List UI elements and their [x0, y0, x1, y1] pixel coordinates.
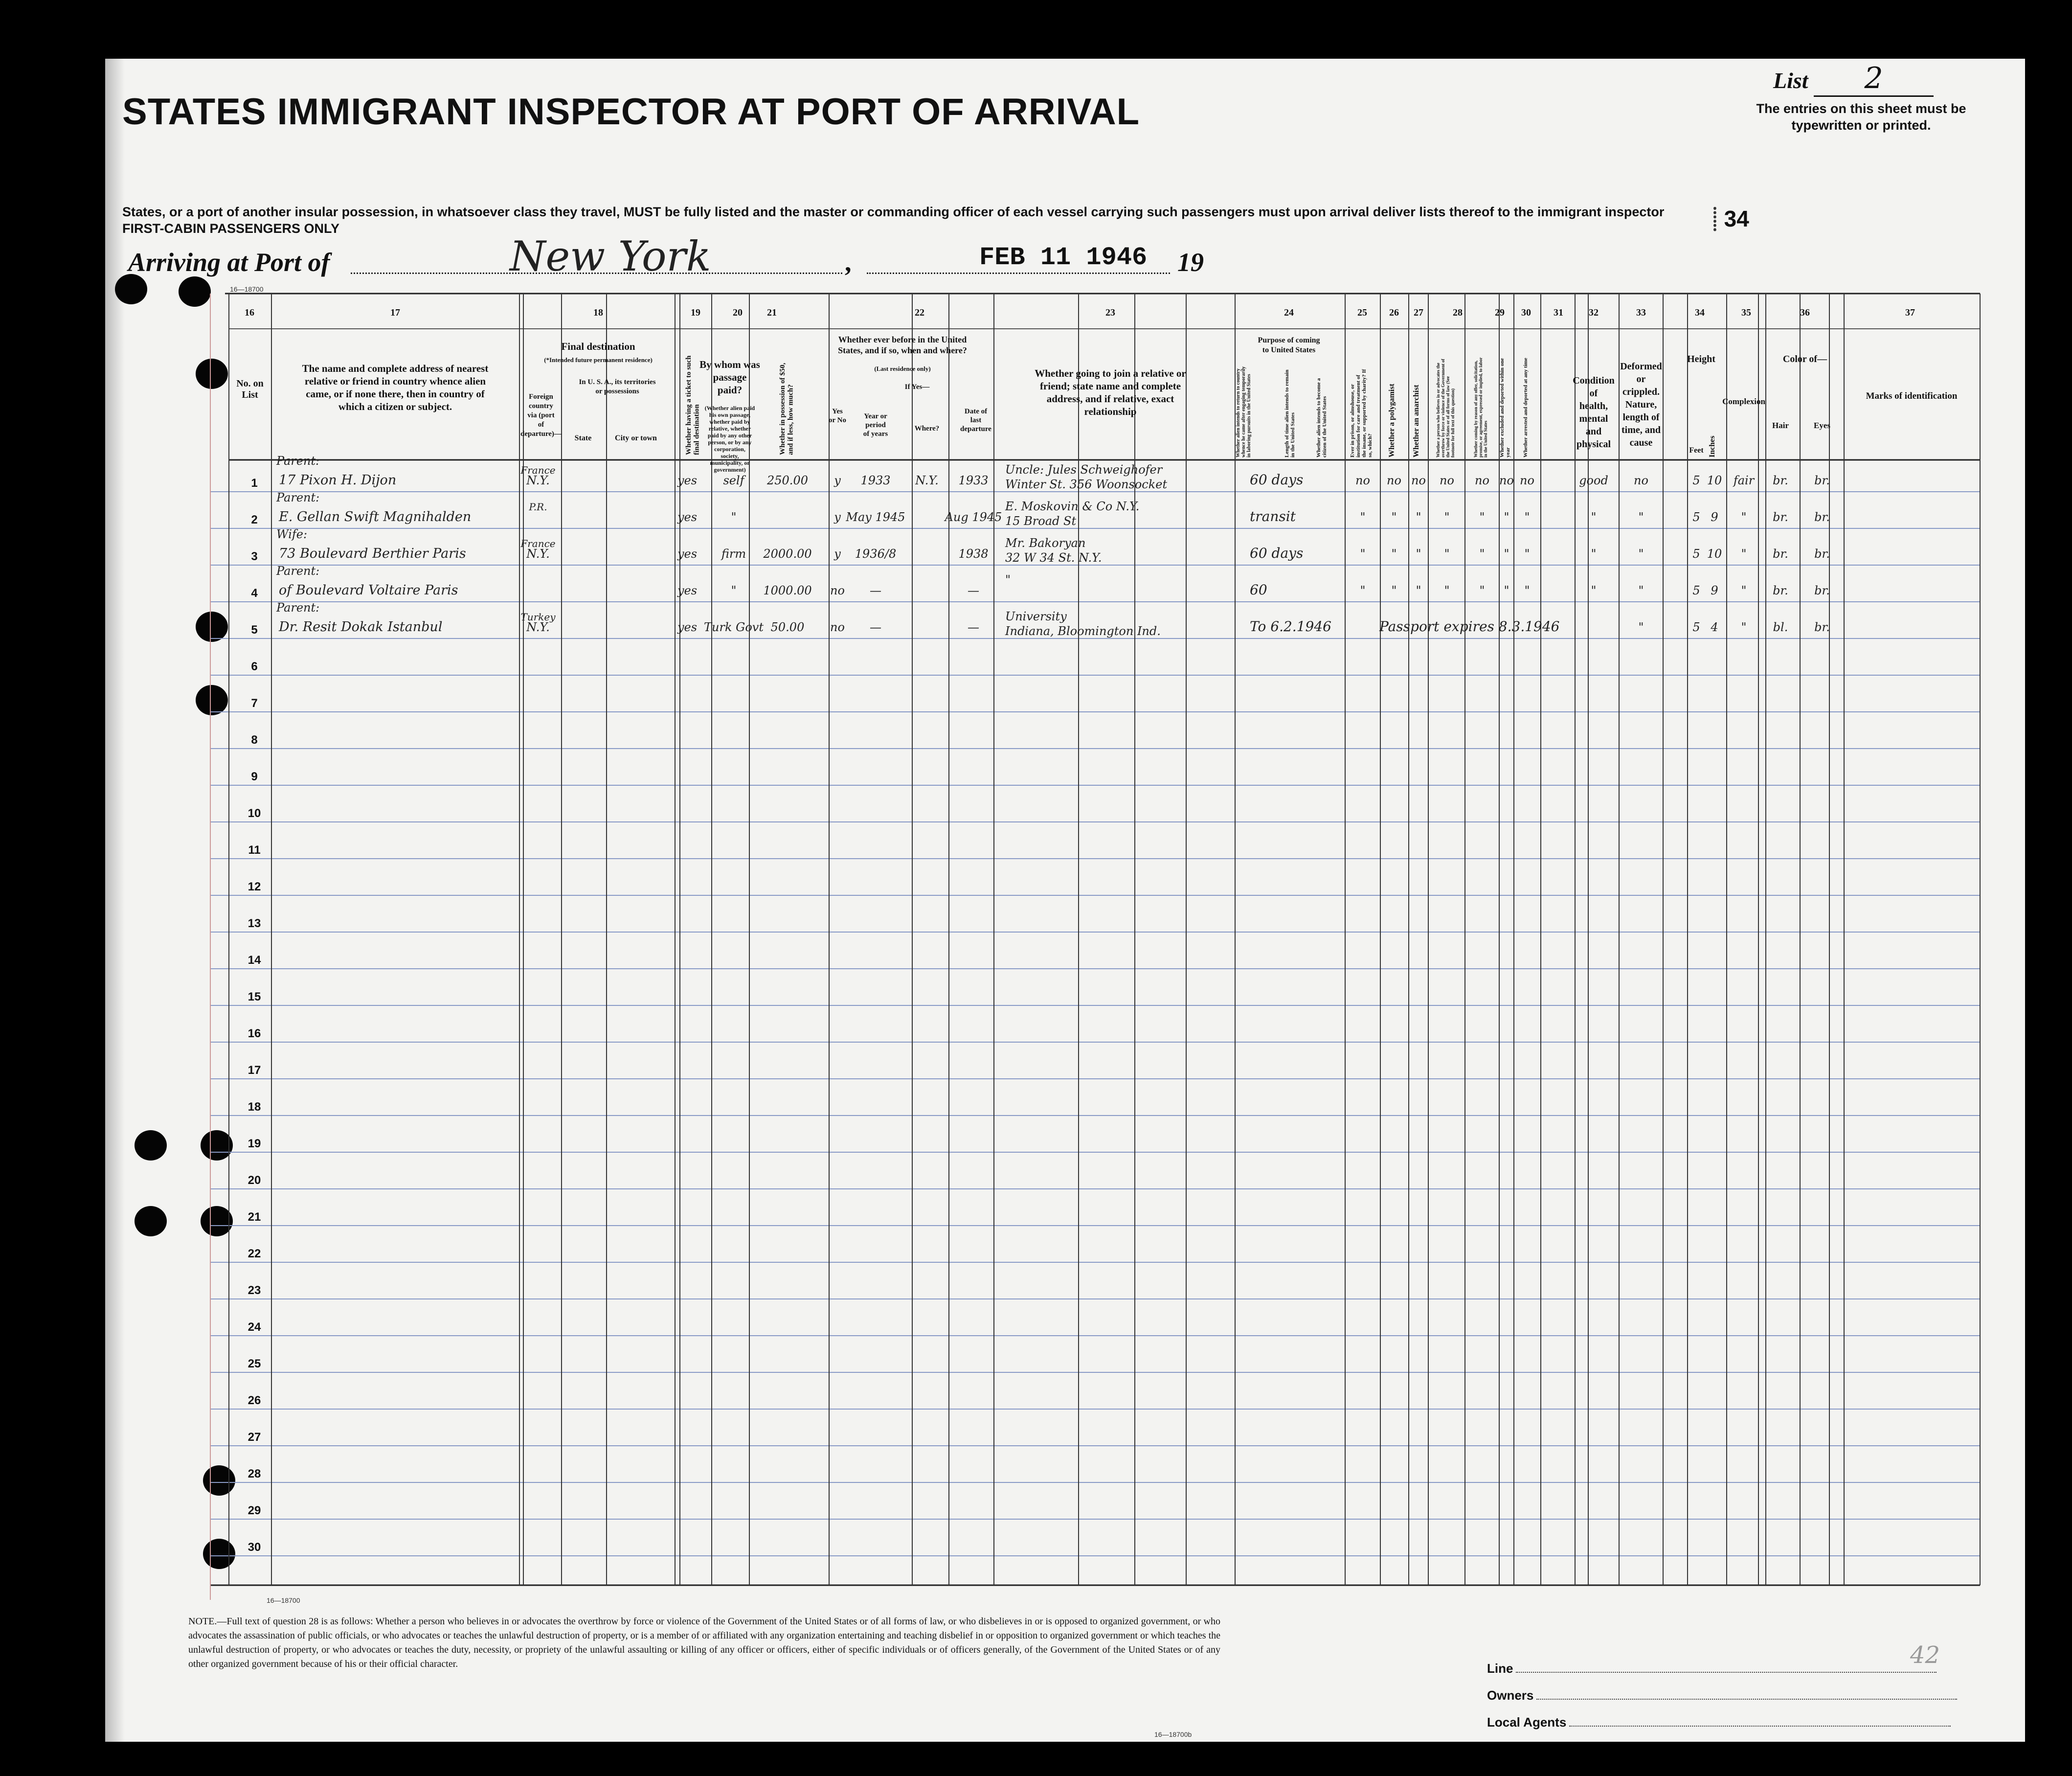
- row-number-25: 25: [248, 1357, 261, 1370]
- entry-c27: ": [1416, 547, 1421, 561]
- row-number-23: 23: [248, 1284, 261, 1297]
- handwritten-entries: [276, 454, 1830, 638]
- row-number-12: 12: [248, 880, 261, 893]
- entry-years: May 1945: [846, 510, 905, 524]
- column-number-21: 21: [767, 307, 777, 318]
- header-money: and if less, how much?: [787, 384, 795, 455]
- footer-owners: Owners: [1487, 1688, 1957, 1703]
- header-paid-by-sub: municipality, or: [710, 459, 750, 466]
- header-paid-by: By whom was: [699, 359, 760, 370]
- entry-feet: 5: [1692, 474, 1700, 487]
- class-text: FIRST-CABIN PASSENGERS ONLY: [122, 221, 340, 236]
- row-number-17: 17: [248, 1064, 261, 1077]
- entry-c28: ": [1444, 547, 1450, 561]
- instruction-text: States, or a port of another insular possession, in whatsoever class they travel, MUST be fully listed and the master or commanding officer of each vessel carrying such passengers must upon arrival deliver lists thereof to the immigrant inspector: [122, 205, 1665, 219]
- header-paid-by-sub: government): [714, 466, 746, 473]
- form-number-bottom: 16—18700: [267, 1596, 300, 1604]
- entry-relation-label: Parent:: [276, 601, 320, 615]
- column-number-25: 25: [1357, 307, 1367, 318]
- entry-c28: ": [1444, 510, 1450, 524]
- header-in-usa: In U. S. A., its territories: [579, 378, 656, 386]
- entry-c26: ": [1391, 510, 1397, 524]
- entry-passport-note: Passport expires 8.3.1946: [1379, 618, 1560, 635]
- entry-c31: no: [1520, 474, 1534, 487]
- entry-hair: br.: [1773, 547, 1788, 561]
- footnote-q28: NOTE.—Full text of question 28 is as follows: Whether a person who believes in or advocates the overthrow by force or violence of the Government of the United States or of all forms of law, or who disbelieves in or is opposed to organized government, or who advocates the assassination of public officials, or who advocates or teaches the unlawful destruction of property, or is a member of or affiliated with any organization entertaining and teaching disbelief in or opposition to organized government or which teaches the unlawful destruction of property, or who advocates or teaches the duty, necessity, or propriety of the unlawful assaulting or killing of any officer or officers, either of specific individuals or of officers generally, of the Government of the United States or of any other organized government because of his or their official character.: [188, 1616, 1220, 1669]
- column-number-34: 34: [1695, 307, 1705, 318]
- row-number-15: 15: [248, 990, 261, 1003]
- entry-deformed: ": [1638, 547, 1644, 561]
- column-headers: [236, 335, 1958, 473]
- entry-feet: 5: [1692, 584, 1700, 597]
- header-intends-return: in laboring pursuits in the United States: [1246, 374, 1252, 457]
- header-foreign-country: country: [529, 402, 553, 410]
- entry-feet: 5: [1692, 547, 1700, 561]
- entry-relative-address: 73 Boulevard Berthier Paris: [279, 546, 466, 561]
- header-purpose: to United States: [1262, 346, 1316, 354]
- row-number-13: 13: [248, 917, 261, 930]
- header-join-relative: friend; state name and complete: [1039, 380, 1181, 392]
- entry-hair: br.: [1773, 510, 1788, 524]
- header-relative-address: which a citizen or subject.: [338, 401, 452, 412]
- entry-deformed: no: [1634, 474, 1648, 487]
- column-number-20: 20: [733, 307, 743, 318]
- entry-length-stay: To 6.2.1946: [1250, 618, 1331, 635]
- header-marks: Marks of identification: [1866, 391, 1958, 401]
- header-paid-by-sub: society,: [721, 453, 739, 459]
- entry-c28: no: [1440, 474, 1454, 487]
- entry-hair: br.: [1773, 584, 1788, 597]
- entry-c26: ": [1391, 584, 1397, 597]
- header-paid-by-sub: corporation,: [714, 446, 745, 453]
- entry-health: ": [1591, 510, 1597, 524]
- entry-money: 250.00: [767, 474, 808, 487]
- column-numbers: [245, 307, 1915, 318]
- list-number: 2: [1814, 61, 1934, 97]
- header-q28: the United States or of all forms of law (See: [1445, 376, 1450, 457]
- header-ticket: Whether having a ticket to such: [684, 355, 693, 455]
- header-paid-by-sub: his own passage,: [709, 411, 751, 418]
- header-health: health,: [1579, 401, 1608, 411]
- comma: ,: [845, 248, 852, 277]
- column-number-29: 29: [1495, 307, 1505, 318]
- entry-relation-label: Parent:: [276, 564, 320, 578]
- row-number-29: 29: [248, 1504, 261, 1517]
- header-relative-address: relative or friend in country whence alien: [304, 375, 486, 387]
- header-last-departure: departure: [960, 425, 991, 433]
- entry-eyes: br.: [1814, 474, 1830, 487]
- header-no-on-list: No. on: [236, 378, 264, 389]
- row-number-11: 11: [248, 843, 261, 857]
- entry-complexion: ": [1741, 620, 1747, 634]
- entry-deformed: ": [1638, 620, 1644, 634]
- header-prison: institution for care and treatment of: [1355, 375, 1361, 457]
- header-deformed: Deformed: [1620, 361, 1662, 372]
- header-excluded: year: [1505, 447, 1511, 457]
- entry-departure: 1933: [958, 474, 989, 487]
- arriving-label: Arriving at Port of: [128, 248, 330, 277]
- entry-state: N.Y.: [526, 547, 550, 561]
- header-q28: overthrow by force or violence of the Government of: [1441, 359, 1446, 457]
- column-number-22: 22: [915, 307, 924, 318]
- entry-departure: —: [968, 620, 979, 634]
- row-number-21: 21: [248, 1210, 261, 1224]
- port-name: New York: [510, 232, 711, 280]
- entry-eyes: br.: [1814, 620, 1830, 634]
- column-number-24: 24: [1284, 307, 1294, 318]
- entry-years: —: [870, 620, 881, 634]
- row-number-24: 24: [248, 1321, 261, 1334]
- entry-c26: ": [1391, 547, 1397, 561]
- entry-c25: ": [1360, 547, 1366, 561]
- entry-inches: 10: [1707, 474, 1722, 487]
- entry-health: good: [1579, 474, 1608, 487]
- entry-money: 2000.00: [763, 547, 812, 561]
- row-number-10: 10: [248, 807, 261, 820]
- header-become-citizen: Whether alien intends to become a: [1315, 378, 1322, 457]
- entry-complexion: ": [1741, 510, 1747, 524]
- entry-c29: ": [1479, 510, 1485, 524]
- entry-eyes: br.: [1814, 547, 1830, 561]
- entry-relation-label: Parent:: [276, 491, 320, 504]
- entry-relative-address: 17 Pixon H. Dijon: [279, 473, 397, 488]
- header-before-in-us: States, and if so, when and where?: [838, 345, 967, 355]
- entry-where: N.Y.: [915, 474, 939, 487]
- entry-join-line2: Indiana, Bloomington Ind.: [1005, 624, 1161, 638]
- stamp-number: ⸽ 34: [1712, 206, 1749, 231]
- page-title: STATES IMMIGRANT INSPECTOR AT PORT OF ARRIVAL: [122, 91, 1140, 133]
- footer-local-agents: Local Agents: [1487, 1715, 1951, 1730]
- row-number-2: 2: [251, 513, 258, 526]
- entry-c25: ": [1360, 510, 1366, 524]
- row-number-22: 22: [248, 1247, 261, 1260]
- arrival-date-stamp: FEB 11 1946: [979, 243, 1148, 272]
- header-paid-by: paid?: [717, 384, 743, 396]
- header-paid-by-sub: person, or by any: [708, 439, 752, 446]
- header-prison: Ever in prison, or almshouse, or: [1349, 384, 1355, 457]
- row-number-1: 1: [251, 477, 258, 490]
- entry-hair: bl.: [1773, 620, 1788, 634]
- header-arrested: Whether arrested and deported at any time: [1523, 358, 1529, 457]
- column-number-37: 37: [1905, 307, 1915, 318]
- entry-ticket: yes: [677, 510, 698, 524]
- row-number-30: 30: [248, 1541, 261, 1554]
- entry-departure: Aug 1945: [945, 510, 1002, 524]
- entry-departure: —: [968, 584, 979, 597]
- header-deformed: cause: [1629, 437, 1653, 448]
- entry-c25: no: [1355, 474, 1370, 487]
- header-height: Height: [1687, 354, 1715, 364]
- row-number-18: 18: [248, 1100, 261, 1114]
- entry-join-line1: Uncle: Jules Schweighofer: [1005, 463, 1163, 477]
- header-before-in-us: Whether ever before in the United: [838, 335, 967, 344]
- row-number-7: 7: [251, 697, 258, 710]
- header-hair: Hair: [1772, 421, 1789, 430]
- header-last-departure: last: [970, 416, 982, 424]
- header-inches: Inches: [1708, 435, 1716, 457]
- entry-foreign-country: France: [520, 538, 556, 549]
- column-number-36: 36: [1800, 307, 1810, 318]
- header-if-yes: If Yes—: [904, 383, 930, 391]
- header-paid-by-sub: paid by any other: [707, 432, 752, 439]
- header-last-residence: (Last residence only): [874, 365, 931, 372]
- entry-c31: ": [1524, 510, 1530, 524]
- entry-foreign-country: France: [520, 464, 556, 476]
- column-number-17: 17: [390, 307, 400, 318]
- row-number-8: 8: [251, 733, 258, 747]
- header-eyes: Eyes: [1814, 421, 1830, 430]
- header-foreign-country: of: [538, 421, 544, 429]
- header-labor-offer: Whether coming by reason of any offer, solicitation,: [1473, 360, 1479, 457]
- entry-ticket: yes: [677, 547, 698, 561]
- entry-relative-address: E. Gellan Swift Magnihalden: [279, 509, 472, 524]
- entry-departure: 1938: [958, 547, 989, 561]
- entry-c26: no: [1387, 474, 1401, 487]
- header-final-destination-sub: (*Intended future permanent residence): [544, 356, 653, 364]
- entry-years: 1936/8: [855, 547, 897, 561]
- header-years: of years: [863, 430, 888, 438]
- form-number-top: 16—18700: [230, 285, 264, 293]
- entry-length-stay: 60: [1250, 582, 1267, 598]
- header-become-citizen: citizen of the United States: [1322, 396, 1328, 457]
- entry-join-line2: Winter St. 356 Woonsocket: [1005, 478, 1168, 491]
- row-number-20: 20: [248, 1174, 261, 1187]
- header-purpose: Purpose of coming: [1258, 336, 1320, 344]
- header-length-stay: Length of time alien intends to remain: [1284, 369, 1290, 457]
- header-yes-no: or No: [829, 416, 846, 424]
- header-anarchist: Whether an anarchist: [1412, 385, 1420, 457]
- header-feet: Feet: [1689, 446, 1704, 455]
- entry-c28: ": [1444, 584, 1450, 597]
- header-where: Where?: [914, 425, 940, 433]
- entry-length-stay: transit: [1250, 508, 1296, 524]
- entry-before: y: [834, 547, 841, 561]
- header-last-departure: Date of: [964, 408, 988, 415]
- row-number-26: 26: [248, 1394, 261, 1407]
- entry-ticket: yes: [677, 584, 698, 597]
- entry-c31: ": [1524, 547, 1530, 561]
- header-intends-return: whence he came after engaging temporarily: [1241, 366, 1246, 457]
- row-number-9: 9: [251, 770, 258, 783]
- entry-length-stay: 60 days: [1250, 545, 1304, 561]
- header-intends-return: Whether alien intends to return to country: [1236, 368, 1241, 457]
- entry-paid_by: ": [731, 584, 737, 597]
- header-paid-by-sub: whether paid by: [709, 418, 750, 425]
- entry-health: ": [1591, 584, 1597, 597]
- entry-relative-address: Dr. Resit Dokak Istanbul: [279, 619, 443, 635]
- entry-ticket: yes: [677, 474, 698, 487]
- header-no-on-list: List: [242, 389, 258, 400]
- header-deformed: length of: [1622, 412, 1660, 423]
- header-foreign-country: via (port: [527, 411, 555, 419]
- column-number-27: 27: [1414, 307, 1423, 318]
- entry-join-line2: 15 Broad St: [1005, 514, 1077, 528]
- header-health: Condition: [1573, 375, 1615, 386]
- header-city-town: City or town: [615, 434, 657, 442]
- entry-join-line1: E. Moskovin & Co N.Y.: [1005, 500, 1140, 513]
- header-years: Year or: [864, 412, 887, 420]
- margin-pencil-mark: 42: [1910, 1641, 1940, 1669]
- row-number-6: 6: [251, 660, 258, 673]
- entry-before: y: [834, 510, 841, 524]
- header-relative-address: The name and complete address of nearest: [302, 363, 489, 374]
- entry-c30: ": [1504, 584, 1509, 597]
- entry-paid_by: Turk Govt: [704, 620, 764, 634]
- header-deformed: crippled.: [1622, 387, 1660, 397]
- column-number-35: 35: [1741, 307, 1751, 318]
- header-health: of: [1589, 388, 1598, 399]
- header-join-relative: relationship: [1084, 406, 1137, 417]
- header-health: physical: [1576, 439, 1611, 450]
- header-health: and: [1585, 426, 1602, 437]
- entry-foreign-country: Turkey: [520, 611, 556, 623]
- header-years: period: [865, 421, 886, 429]
- entry-foreign-country: P.R.: [529, 501, 547, 513]
- header-paid-by: passage: [713, 371, 747, 383]
- header-deformed: Nature,: [1625, 399, 1657, 410]
- column-number-23: 23: [1105, 307, 1115, 318]
- entry-state: N.Y.: [526, 620, 550, 634]
- header-relative-address: came, or if none there, then in country of: [306, 388, 485, 400]
- entry-money: 50.00: [770, 620, 805, 634]
- header-q28: footnote for full text of this question): [1450, 388, 1455, 457]
- entry-inches: 10: [1707, 547, 1722, 561]
- row-number-3: 3: [251, 550, 258, 563]
- header-length-stay: in the United States: [1290, 412, 1296, 457]
- entry-years: —: [870, 584, 881, 597]
- header-prison: so, which?: [1367, 433, 1374, 457]
- year-prefix: 19: [1177, 248, 1204, 277]
- entry-eyes: br.: [1814, 584, 1830, 597]
- column-number-32: 32: [1589, 307, 1599, 318]
- entry-c30: ": [1504, 510, 1509, 524]
- row-number-27: 27: [248, 1431, 261, 1444]
- entry-c30: ": [1504, 547, 1509, 561]
- column-number-31: 31: [1554, 307, 1563, 318]
- entry-inches: 4: [1711, 620, 1718, 634]
- header-q28: Whether a person who believes in or advocates the: [1436, 363, 1441, 457]
- entry-relative-address: of Boulevard Voltaire Paris: [279, 583, 458, 598]
- entry-money: 1000.00: [763, 584, 812, 597]
- entry-c29: ": [1479, 547, 1485, 561]
- footer-line: Line: [1487, 1661, 1937, 1676]
- header-complexion: Complexion: [1722, 397, 1765, 406]
- entry-years: 1933: [860, 474, 891, 487]
- entry-c25: ": [1360, 584, 1366, 597]
- row-number-19: 19: [248, 1137, 261, 1150]
- entry-before: no: [830, 584, 845, 597]
- header-labor-offer: in the United States: [1483, 420, 1488, 457]
- column-number-26: 26: [1389, 307, 1399, 318]
- entry-relation-label: Parent:: [276, 454, 320, 468]
- entry-join-line2: 32 W 34 St. N.Y.: [1005, 551, 1102, 565]
- entry-inches: 9: [1711, 510, 1718, 524]
- column-number-28: 28: [1453, 307, 1463, 318]
- entry-deformed: ": [1638, 584, 1644, 597]
- entry-join-line1: ": [1005, 573, 1011, 587]
- header-state: State: [574, 434, 592, 442]
- header-join-relative: address, and if relative, exact: [1046, 393, 1174, 405]
- row-number-5: 5: [251, 623, 258, 637]
- header-money: Whether in possession of $50,: [778, 363, 787, 455]
- header-yes-no: Yes: [832, 408, 843, 415]
- header-excluded: Whether excluded and deported within one: [1499, 358, 1505, 457]
- entry-complexion: fair: [1733, 474, 1755, 487]
- header-color-of: Color of—: [1782, 354, 1827, 364]
- column-number-18: 18: [593, 307, 603, 318]
- header-paid-by-sub: relative, whether: [708, 425, 751, 432]
- header-health: mental: [1579, 413, 1608, 424]
- header-paid-by-sub: (Whether alien paid: [704, 405, 755, 411]
- entry-c29: no: [1475, 474, 1489, 487]
- entry-state: N.Y.: [526, 474, 550, 487]
- entry-c27: ": [1416, 584, 1421, 597]
- column-number-19: 19: [691, 307, 700, 318]
- header-foreign-country: departure)—: [520, 430, 562, 438]
- entry-eyes: br.: [1814, 510, 1830, 524]
- entry-c31: ": [1524, 584, 1530, 597]
- entry-relation-label: Wife:: [276, 527, 308, 541]
- entry-complexion: ": [1741, 584, 1747, 597]
- entries-note: The entries on this sheet must be typewritten or printed.: [1756, 101, 1966, 133]
- entry-before: y: [834, 474, 841, 487]
- header-in-usa: or possessions: [595, 387, 639, 395]
- header-foreign-country: Foreign: [529, 393, 553, 401]
- column-number-33: 33: [1636, 307, 1646, 318]
- list-label: List: [1773, 68, 1808, 93]
- entry-ticket: yes: [677, 620, 698, 634]
- entry-deformed: ": [1638, 510, 1644, 524]
- header-polygamist: Whether a polygamist: [1388, 384, 1396, 457]
- entry-length-stay: 60 days: [1250, 472, 1304, 488]
- entry-paid_by: self: [723, 474, 744, 487]
- row-number-14: 14: [248, 954, 261, 967]
- entry-c27: no: [1411, 474, 1426, 487]
- entry-feet: 5: [1692, 510, 1700, 524]
- entry-inches: 9: [1711, 584, 1718, 597]
- header-join-relative: Whether going to join a relative or: [1035, 367, 1186, 379]
- entry-paid_by: ": [731, 510, 737, 524]
- entry-complexion: ": [1741, 547, 1747, 561]
- column-number-30: 30: [1521, 307, 1531, 318]
- header-labor-offer: promise, or agreement, expressed or implied, to labor: [1478, 357, 1483, 457]
- entry-c30: no: [1499, 474, 1514, 487]
- entry-join-line1: University: [1005, 610, 1067, 623]
- header-final-destination: Final destination: [561, 341, 635, 352]
- entry-join-line1: Mr. Bakoryan: [1005, 536, 1086, 550]
- header-prison: the insane, or supported by charity? If: [1361, 369, 1368, 457]
- header-deformed: time, and: [1622, 425, 1661, 435]
- entry-before: no: [830, 620, 845, 634]
- entry-c27: ": [1416, 510, 1421, 524]
- row-number-16: 16: [248, 1027, 261, 1040]
- form-number-note: 16—18700b: [1154, 1730, 1192, 1738]
- row-number-28: 28: [248, 1467, 261, 1480]
- entry-hair: br.: [1773, 474, 1788, 487]
- entry-paid_by: firm: [721, 547, 746, 561]
- header-ticket: final destination: [693, 404, 701, 455]
- header-deformed: or: [1636, 374, 1646, 385]
- entry-health: ": [1591, 547, 1597, 561]
- entry-feet: 5: [1692, 620, 1700, 634]
- entry-c29: ": [1479, 584, 1485, 597]
- column-number-16: 16: [245, 307, 254, 318]
- row-number-4: 4: [251, 587, 258, 600]
